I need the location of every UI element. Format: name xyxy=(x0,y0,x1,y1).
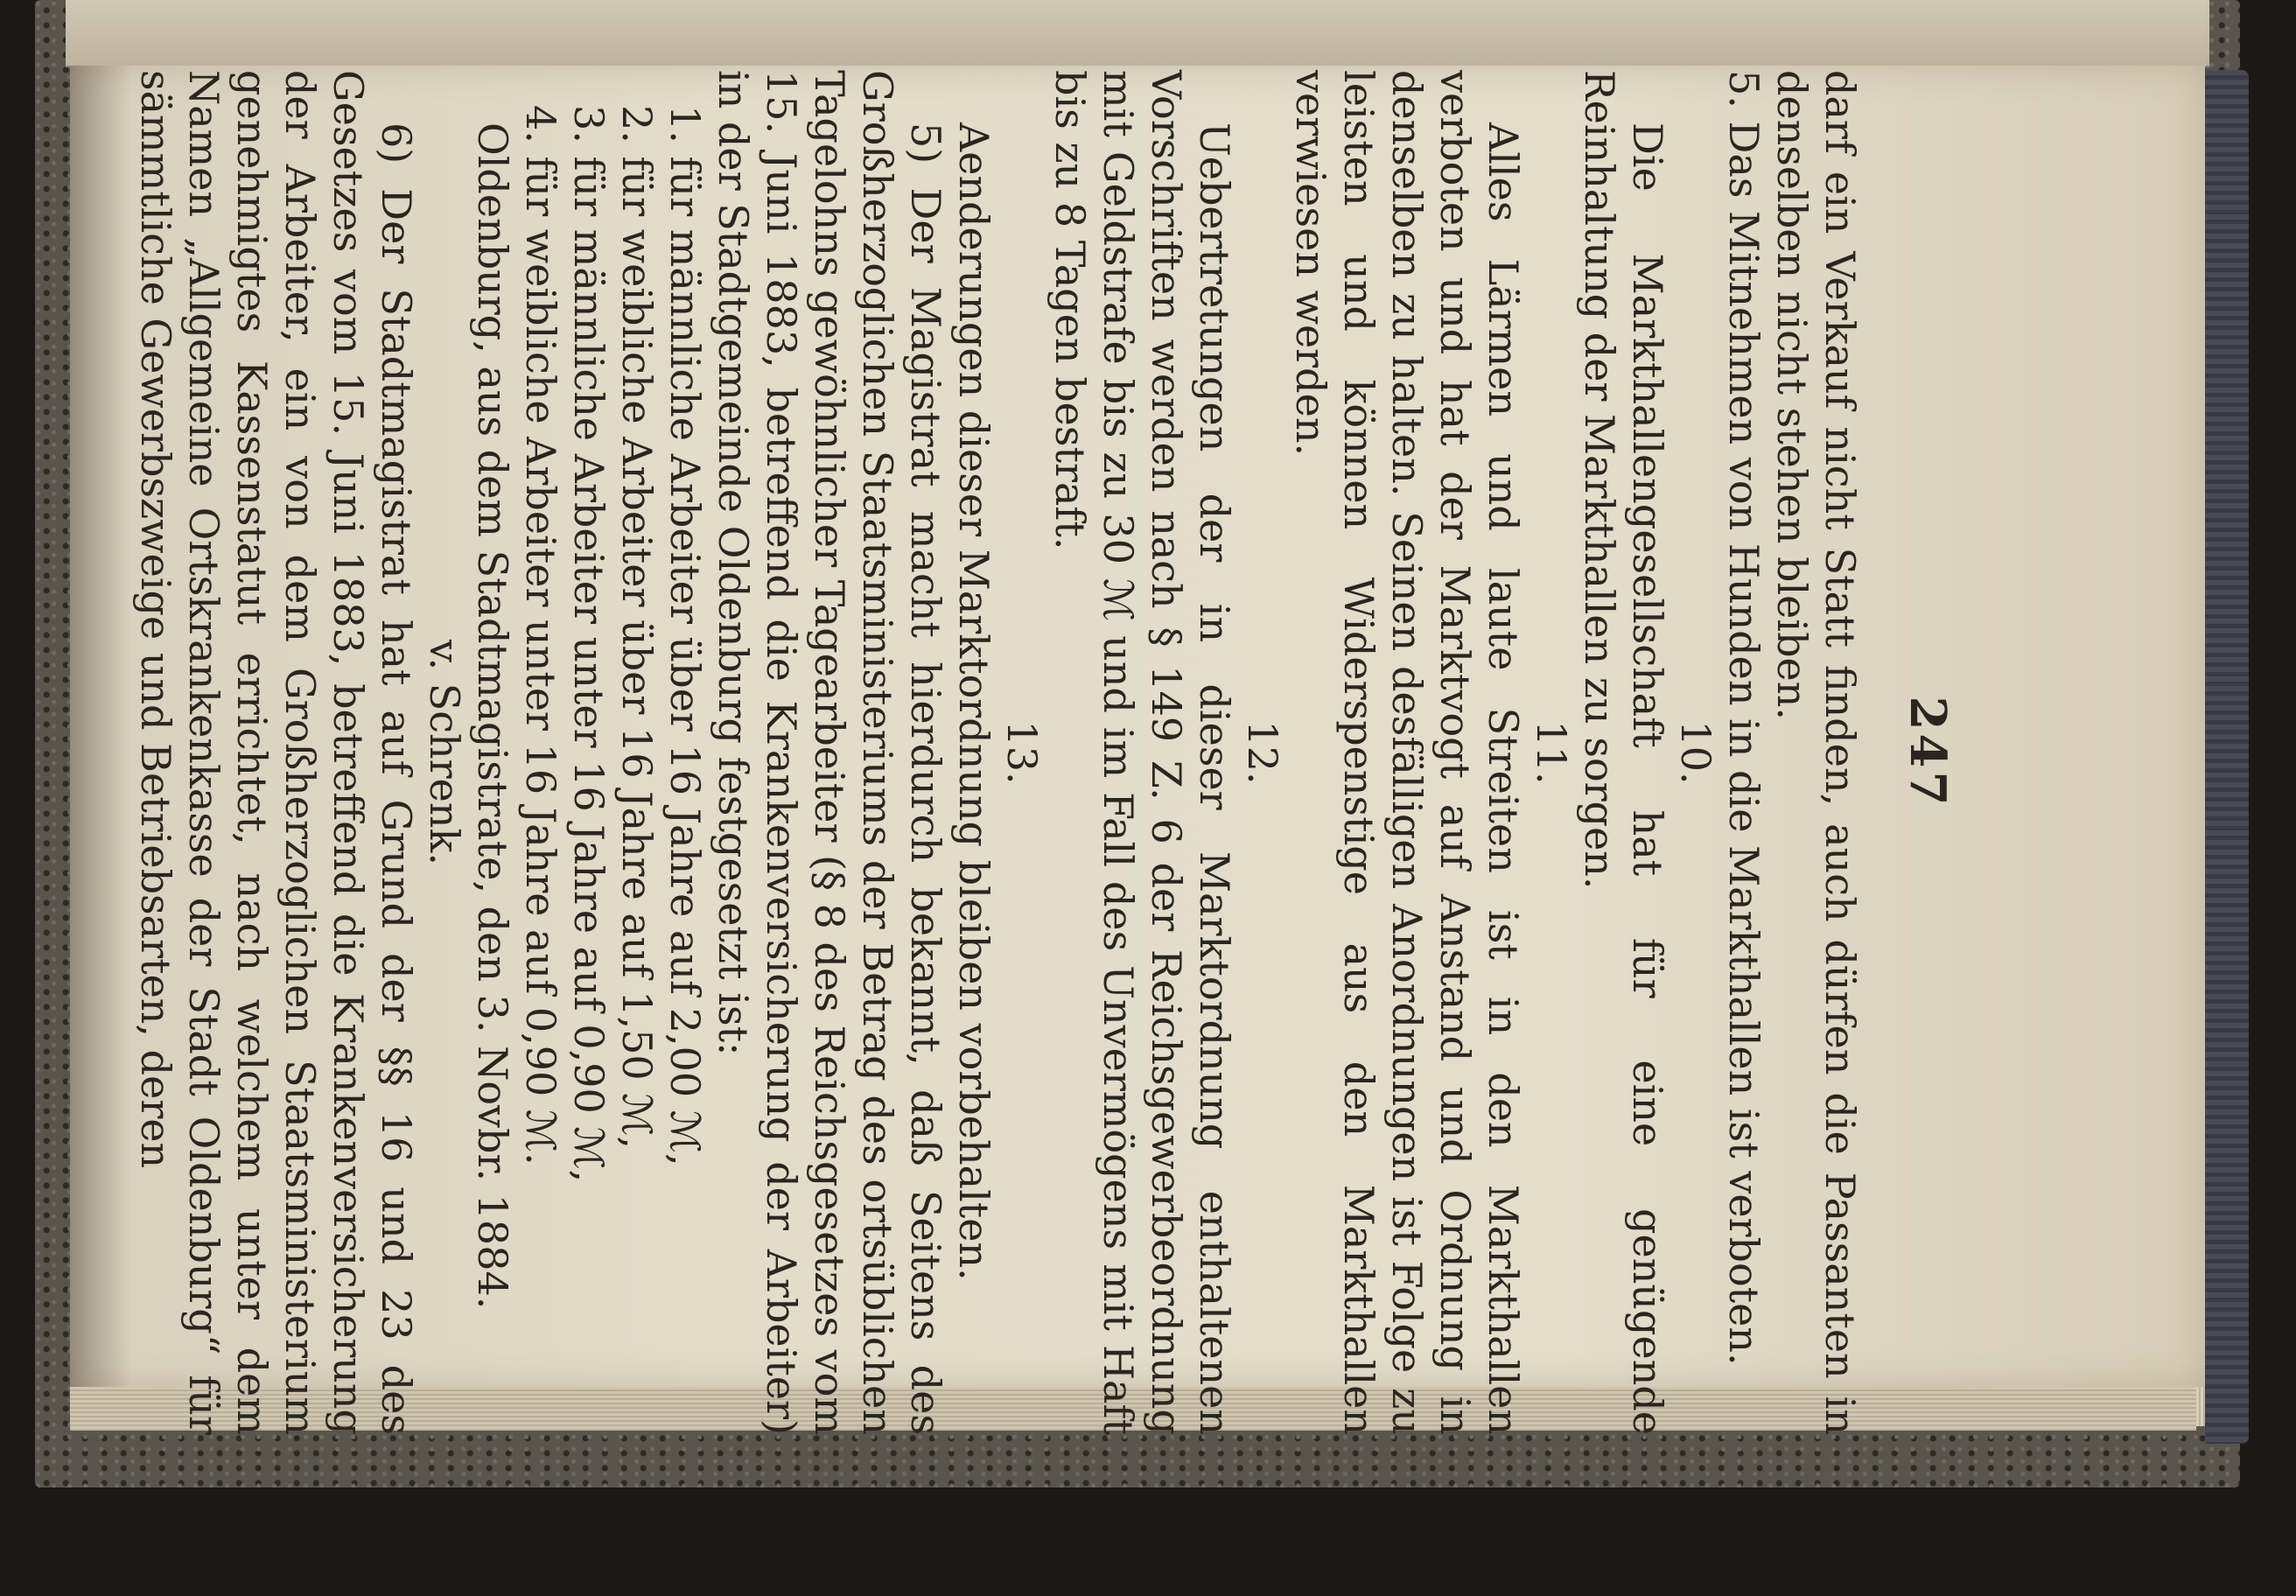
paragraph: Die Markthallengesellschaft hat für eine genügende Reinhaltung der Markthallen zu sorgen. xyxy=(1576,70,1671,1435)
list-item: 4. für weibliche Arbeiter unter 16 Jahre auf 0,90 ℳ. xyxy=(517,105,564,1166)
book-board-edge xyxy=(2205,70,2249,1444)
paragraph: Alles Lärmen und laute Streiten ist in den Markthallen verboten und hat der Marktvogt auf Anstand und Ordnung in denselben zu halten. Seinen desfälligen Anordnungen ist Folge zu leisten und können Widerspenstige aus den Markthallen verwiesen werden. xyxy=(1287,70,1527,1435)
paragraph: darf ein Verkauf nicht Statt finden, auch dürfen die Passanten in denselben nicht stehen bleiben. xyxy=(1768,70,1864,1435)
paragraph: 5) Der Magistrat macht hierdurch bekannt, daß Seitens des Großherzoglichen Staatsministeriums der Betrag des ortsüblichen Tagelohns gewöhnlicher Tagearbeiter (§ 8 des Reichsgesetzes vom 15. Juni 1883, betreffend die Krankenversicherung der Arbeiter) in der Stadtgemeinde Oldenburg festgesetzt ist: xyxy=(710,70,949,1435)
paragraph: Oldenburg, aus dem Stadtmagistrate, den 3. Novbr. 1884. xyxy=(469,122,516,1310)
list-item: 1. für männliche Arbeiter über 16 Jahre auf 2,00 ℳ, xyxy=(662,105,709,1166)
list-item: 3. für männliche Arbeiter unter 16 Jahre auf 0,90 ℳ, xyxy=(565,105,612,1183)
section-heading: v. Schrenk. xyxy=(421,639,468,865)
section-heading: 13. xyxy=(998,720,1046,785)
section-heading: 10. xyxy=(1672,720,1719,785)
page-content xyxy=(131,70,1864,1435)
list-item: 2. für weibliche Arbeiter über 16 Jahre auf 1,50 ℳ, xyxy=(613,105,661,1150)
page-text-block xyxy=(132,70,1956,1435)
page-number: 247 xyxy=(1899,696,1956,809)
section-heading: 11. xyxy=(1528,720,1575,785)
gutter-shadow xyxy=(70,66,131,1387)
paragraph: 6) Der Stadtmagistrat hat auf Grund der §§ 16 und 23 des Gesetzes vom 15. Juni 1883, betreffend die Krankenversicherung der Arbeiter, ein von dem Großherzoglichen Staatsministerium genehmigtes Kassenstatut errichtet, nach welchem unter dem Namen „Allgemeine Ortskrankenkasse der Stadt Oldenburg“ für sämmtliche Gewerbszweige und Betriebsarten, deren xyxy=(132,70,420,1435)
paragraph: Uebertretungen der in dieser Marktordnung enthaltenen Vorschriften werden nach § 149 Z. 6 der Reichsgewerbeordnung mit Geldstrafe bis zu 30 ℳ und im Fall des Unvermögens mit Haft bis zu 8 Tagen bestraft. xyxy=(1046,70,1238,1435)
section-heading: 12. xyxy=(1239,720,1286,785)
paragraph: Aenderungen dieser Marktordnung bleiben vorbehalten. xyxy=(950,122,998,1281)
facing-page-edge xyxy=(66,0,2209,67)
paragraph: 5. Das Mitnehmen von Hunden in die Markthallen ist verboten. xyxy=(1720,70,1768,1366)
